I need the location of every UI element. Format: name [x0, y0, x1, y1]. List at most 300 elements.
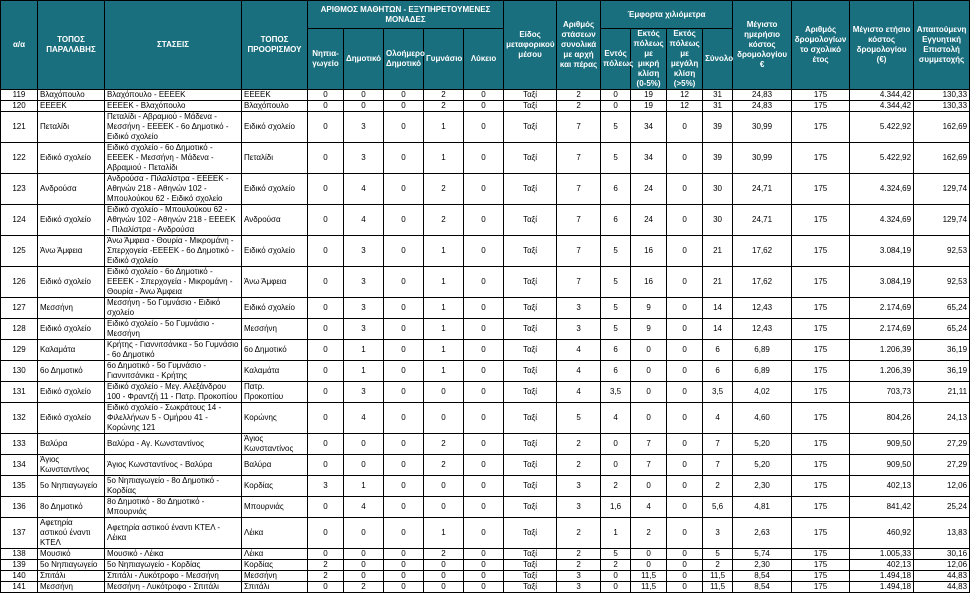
cell-synolo: 39 [703, 143, 733, 174]
cell-paralavi: Ειδικό σχολείο [38, 205, 105, 236]
cell-megali: 0 [667, 340, 703, 361]
cell-dim: 0 [344, 549, 384, 560]
cell-dim: 1 [344, 361, 384, 382]
cell-proorismos: Λέικα [242, 549, 308, 560]
cell-entos: 4 [601, 403, 631, 434]
cell-lyk: 0 [464, 101, 504, 112]
cell-mikri: 16 [631, 267, 667, 298]
cell-synolo: 2 [703, 560, 733, 571]
cell-imer: 4,60 [733, 403, 792, 434]
cell-staseis: Άνω Άμφεια - Θουρία - Μικρομάνη - Σπερχογεία -ΕΕΕΕΚ - 6ο Δημοτικό - Ειδικό σχολείο [105, 236, 242, 267]
cell-paralavi: Βλαχόπουλο [38, 90, 105, 101]
table-row [1, 518, 970, 549]
cell-synolo: 39 [703, 112, 733, 143]
cell-megali: 0 [667, 497, 703, 518]
table-body [1, 90, 970, 593]
cell-paralavi: Ειδικό σχολείο [38, 319, 105, 340]
header-entos: Εντός πόλεως [601, 29, 631, 90]
cell-stas: 3 [557, 571, 601, 582]
cell-lyk: 0 [464, 267, 504, 298]
cell-aa: 137 [1, 518, 38, 549]
cell-staseis: Ανδρούσα - Πιλαλίστρα - ΕΕΕΕΚ - Αθηνών 218 - Αθηνών 102 - Μπουλούκου 62 - Ειδικό σχολείο [105, 174, 242, 205]
table-row [1, 382, 970, 403]
table-row [1, 267, 970, 298]
cell-proorismos: Κορδίας [242, 476, 308, 497]
cell-imer: 2,30 [733, 476, 792, 497]
cell-mikri: 9 [631, 319, 667, 340]
table-row [1, 497, 970, 518]
table-row [1, 90, 970, 101]
cell-imer: 17,62 [733, 236, 792, 267]
cell-etis: 3.084,19 [850, 267, 914, 298]
cell-mikri: 7 [631, 455, 667, 476]
cell-gym: 1 [424, 143, 464, 174]
cell-lyk: 0 [464, 236, 504, 267]
cell-stas: 2 [557, 560, 601, 571]
cell-lyk: 0 [464, 403, 504, 434]
cell-aa: 133 [1, 434, 38, 455]
cell-proorismos: Άγιος Κωνσταντίνος [242, 434, 308, 455]
cell-entos: 1,6 [601, 497, 631, 518]
cell-entos: 0 [601, 434, 631, 455]
cell-egg: 24,13 [914, 403, 970, 434]
cell-proorismos: Ειδικό σχολείο [242, 298, 308, 319]
cell-dromol: 175 [792, 361, 850, 382]
cell-nip: 0 [308, 403, 344, 434]
cell-entos: 2 [601, 476, 631, 497]
cell-proorismos: Ειδικό σχολείο [242, 236, 308, 267]
cell-stas: 3 [557, 497, 601, 518]
cell-aa: 126 [1, 267, 38, 298]
cell-dim: 0 [344, 518, 384, 549]
table-row [1, 560, 970, 571]
table-row [1, 143, 970, 174]
header-eggyitiki: Απαιτούμενη Εγγυητική Επιστολή συμμετοχής [914, 1, 970, 90]
cell-paralavi: Άνω Άμφεια [38, 236, 105, 267]
cell-egg: 44,83 [914, 582, 970, 593]
cell-nip: 0 [308, 143, 344, 174]
cell-aa: 135 [1, 476, 38, 497]
cell-lyk: 0 [464, 340, 504, 361]
cell-dim: 1 [344, 340, 384, 361]
cell-staseis: Ειδικό σχολείο - 6ο Δημοτικό - ΕΕΕΕΚ - Σπερχογεία - Μικρομάνη - Θουρία - Άνω Άμφεια [105, 267, 242, 298]
cell-imer: 24,83 [733, 90, 792, 101]
cell-dromol: 175 [792, 455, 850, 476]
cell-dim: 0 [344, 434, 384, 455]
cell-paralavi: Ειδικό σχολείο [38, 143, 105, 174]
cell-megali: 12 [667, 90, 703, 101]
cell-staseis: ΕΕΕΕΚ - Βλαχόπουλο [105, 101, 242, 112]
cell-staseis: Κρήτης - Γιαννιτσάνικα - 5ο Γυμνάσιο - 6ο Δημοτικό [105, 340, 242, 361]
cell-mikri: 0 [631, 549, 667, 560]
cell-aa: 122 [1, 143, 38, 174]
cell-egg: 12,06 [914, 560, 970, 571]
cell-egg: 130,33 [914, 101, 970, 112]
cell-gym: 1 [424, 518, 464, 549]
cell-mikri: 9 [631, 298, 667, 319]
cell-paralavi: 5ο Νηπιαγωγείο [38, 476, 105, 497]
cell-gym: 1 [424, 236, 464, 267]
cell-proorismos: Σπιτάλι [242, 582, 308, 593]
cell-lyk: 0 [464, 476, 504, 497]
cell-dromol: 175 [792, 549, 850, 560]
cell-megali: 0 [667, 434, 703, 455]
cell-egg: 130,33 [914, 90, 970, 101]
header-students-group: ΑΡΙΘΜΟΣ ΜΑΘΗΤΩΝ - ΕΞΥΠΗΡΕΤΟΥΜΕΝΕΣ ΜΟΝΑΔΕΣ [308, 1, 504, 29]
cell-imer: 17,62 [733, 267, 792, 298]
cell-gym: 1 [424, 298, 464, 319]
cell-olo: 0 [384, 319, 424, 340]
cell-megali: 0 [667, 382, 703, 403]
cell-nip: 0 [308, 101, 344, 112]
cell-egg: 27,29 [914, 455, 970, 476]
cell-proorismos: Κορδίας [242, 560, 308, 571]
cell-stas: 2 [557, 518, 601, 549]
cell-entos: 5 [601, 143, 631, 174]
header-arithmos-dromologion: Αριθμός δρομολογίων το σχολικό έτος [792, 1, 850, 90]
cell-olo: 0 [384, 298, 424, 319]
cell-paralavi: Ειδικό σχολείο [38, 403, 105, 434]
cell-nip: 0 [308, 582, 344, 593]
table-row [1, 298, 970, 319]
cell-lyk: 0 [464, 143, 504, 174]
cell-lyk: 0 [464, 549, 504, 560]
cell-synolo: 31 [703, 90, 733, 101]
cell-meso: Ταξί [504, 340, 557, 361]
cell-olo: 0 [384, 205, 424, 236]
cell-paralavi: Βαλύρα [38, 434, 105, 455]
cell-paralavi: Καλαμάτα [38, 340, 105, 361]
cell-olo: 0 [384, 267, 424, 298]
cell-stas: 7 [557, 267, 601, 298]
cell-nip: 0 [308, 236, 344, 267]
cell-megali: 0 [667, 518, 703, 549]
table-row [1, 434, 970, 455]
header-megisto-imerisio: Μέγιστο ημερήσιο κόστος δρομολογίου € [733, 1, 792, 90]
cell-proorismos: ΕΕΕΕΚ [242, 90, 308, 101]
cell-mikri: 0 [631, 361, 667, 382]
cell-meso: Ταξί [504, 382, 557, 403]
cell-paralavi: Πεταλίδι [38, 112, 105, 143]
cell-staseis: Αφετηρία αστικού έναντι ΚΤΕΛ - Λέικα [105, 518, 242, 549]
cell-aa: 120 [1, 101, 38, 112]
cell-staseis: Πεταλίδι - Αβραμιού - Μάδενα - Μεσσήνη - ΕΕΕΕΚ - 6ο Δημοτικό - Ειδικό σχολείο [105, 112, 242, 143]
cell-olo: 0 [384, 549, 424, 560]
cell-etis: 4.344,42 [850, 90, 914, 101]
cell-mikri: 0 [631, 560, 667, 571]
cell-proorismos: Πεταλίδι [242, 143, 308, 174]
cell-proorismos: Βλαχόπουλο [242, 101, 308, 112]
cell-synolo: 21 [703, 267, 733, 298]
cell-megali: 0 [667, 549, 703, 560]
cell-aa: 124 [1, 205, 38, 236]
cell-egg: 25,24 [914, 497, 970, 518]
cell-staseis: 6ο Δημοτικό - 5ο Γυμνάσιο - Γιαννιτσάνικα - Κρήτης [105, 361, 242, 382]
cell-imer: 6,89 [733, 340, 792, 361]
cell-imer: 8,54 [733, 571, 792, 582]
cell-etis: 1.206,39 [850, 340, 914, 361]
cell-aa: 127 [1, 298, 38, 319]
cell-mikri: 11,5 [631, 571, 667, 582]
cell-egg: 21,11 [914, 382, 970, 403]
cell-dim: 4 [344, 205, 384, 236]
cell-olo: 0 [384, 403, 424, 434]
cell-dim: 3 [344, 112, 384, 143]
cell-egg: 36,19 [914, 340, 970, 361]
cell-proorismos: Μπουρνιάς [242, 497, 308, 518]
cell-megali: 0 [667, 205, 703, 236]
header-gymnasio: Γυμνάσιο [424, 29, 464, 90]
cell-nip: 0 [308, 298, 344, 319]
cell-dim: 3 [344, 236, 384, 267]
cell-proorismos: Πατρ. Προκοπίου [242, 382, 308, 403]
cell-nip: 0 [308, 518, 344, 549]
header-megisto-etisio: Μέγιστο ετήσιο κόστος δρομολογίου (€) [850, 1, 914, 90]
cell-lyk: 0 [464, 455, 504, 476]
cell-paralavi: Μουσικό [38, 549, 105, 560]
cell-olo: 0 [384, 90, 424, 101]
cell-synolo: 21 [703, 236, 733, 267]
cell-nip: 0 [308, 90, 344, 101]
cell-dromol: 175 [792, 112, 850, 143]
cell-synolo: 14 [703, 298, 733, 319]
header-staseis: ΣΤΑΣΕΙΣ [105, 1, 242, 90]
cell-paralavi: Άγιος Κωνσταντίνος [38, 455, 105, 476]
cell-gym: 2 [424, 174, 464, 205]
cell-proorismos: Άνω Άμφεια [242, 267, 308, 298]
cell-synolo: 6 [703, 361, 733, 382]
cell-dromol: 175 [792, 518, 850, 549]
header-km-group: Έμφορτα χιλιόμετρα [601, 1, 733, 29]
cell-meso: Ταξί [504, 298, 557, 319]
cell-paralavi: Ανδρούσα [38, 174, 105, 205]
cell-proorismos: Ανδρούσα [242, 205, 308, 236]
cell-olo: 0 [384, 497, 424, 518]
cell-aa: 140 [1, 571, 38, 582]
cell-megali: 0 [667, 319, 703, 340]
cell-nip: 0 [308, 434, 344, 455]
header-ektos-megali: Εκτός πόλεως με μεγάλη κλίση (>5%) [667, 29, 703, 90]
cell-dromol: 175 [792, 319, 850, 340]
cell-stas: 7 [557, 236, 601, 267]
header-nipiagogeio: Νηπια-γωγείο [308, 29, 344, 90]
table-row [1, 340, 970, 361]
header-topos-paralavis: ΤΟΠΟΣ ΠΑΡΑΛΑΒΗΣ [38, 1, 105, 90]
cell-olo: 0 [384, 455, 424, 476]
cell-gym: 2 [424, 101, 464, 112]
cell-paralavi: Μεσσήνη [38, 298, 105, 319]
cell-meso: Ταξί [504, 476, 557, 497]
cell-synolo: 11,5 [703, 571, 733, 582]
cell-egg: 13,83 [914, 518, 970, 549]
cell-megali: 0 [667, 236, 703, 267]
cell-dim: 3 [344, 267, 384, 298]
cell-dromol: 175 [792, 434, 850, 455]
header-ektos-mikri: Εκτός πόλεως με μικρή κλίση (0-5%) [631, 29, 667, 90]
cell-mikri: 11,5 [631, 582, 667, 593]
cell-entos: 6 [601, 174, 631, 205]
cell-aa: 136 [1, 497, 38, 518]
cell-meso: Ταξί [504, 571, 557, 582]
cell-lyk: 0 [464, 361, 504, 382]
cell-lyk: 0 [464, 382, 504, 403]
cell-staseis: Σπιτάλι - Λυκότροφο - Μεσσήνη [105, 571, 242, 582]
cell-aa: 141 [1, 582, 38, 593]
cell-staseis: Ειδικό σχολείο - 5ο Γυμνάσιο - Μεσσήνη [105, 319, 242, 340]
header-eidos-mesou: Είδος μεταφορικού μέσου [504, 1, 557, 90]
cell-egg: 12,06 [914, 476, 970, 497]
table-row [1, 236, 970, 267]
cell-olo: 0 [384, 518, 424, 549]
header-arithmos-staseon: Αριθμός στάσεων συνολικά με αρχή και πέρας [557, 1, 601, 90]
cell-lyk: 0 [464, 112, 504, 143]
cell-synolo: 6 [703, 340, 733, 361]
cell-imer: 8,54 [733, 582, 792, 593]
cell-stas: 3 [557, 298, 601, 319]
cell-synolo: 30 [703, 205, 733, 236]
cell-mikri: 16 [631, 236, 667, 267]
cell-nip: 0 [308, 340, 344, 361]
header-oloimero: Ολοήμερο Δημοτικό [384, 29, 424, 90]
cell-paralavi: Ειδικό σχολείο [38, 267, 105, 298]
cell-stas: 3 [557, 476, 601, 497]
cell-megali: 0 [667, 143, 703, 174]
cell-paralavi: Μεσσήνη [38, 582, 105, 593]
cell-megali: 0 [667, 476, 703, 497]
cell-etis: 841,42 [850, 497, 914, 518]
cell-proorismos: Βαλύρα [242, 455, 308, 476]
cell-mikri: 34 [631, 143, 667, 174]
cell-etis: 402,13 [850, 560, 914, 571]
cell-nip: 2 [308, 571, 344, 582]
cell-lyk: 0 [464, 90, 504, 101]
cell-meso: Ταξί [504, 101, 557, 112]
cell-dim: 4 [344, 174, 384, 205]
cell-entos: 2 [601, 560, 631, 571]
cell-aa: 119 [1, 90, 38, 101]
cell-megali: 0 [667, 582, 703, 593]
cell-imer: 24,71 [733, 174, 792, 205]
cell-gym: 0 [424, 497, 464, 518]
cell-dim: 4 [344, 497, 384, 518]
cell-paralavi: ΕΕΕΕΚ [38, 101, 105, 112]
cell-staseis: Ειδικό σχολείο - Μεγ. Αλεξάνδρου 100 - Φραντζή 11 - Πατρ. Προκοπίου [105, 382, 242, 403]
cell-gym: 1 [424, 340, 464, 361]
cell-synolo: 31 [703, 101, 733, 112]
cell-mikri: 0 [631, 476, 667, 497]
cell-aa: 121 [1, 112, 38, 143]
cell-mikri: 0 [631, 382, 667, 403]
cell-meso: Ταξί [504, 497, 557, 518]
cell-dim: 3 [344, 298, 384, 319]
header-synolo: Σύνολο [703, 29, 733, 90]
cell-megali: 0 [667, 403, 703, 434]
cell-entos: 5 [601, 319, 631, 340]
cell-gym: 0 [424, 560, 464, 571]
cell-meso: Ταξί [504, 549, 557, 560]
cell-egg: 30,16 [914, 549, 970, 560]
cell-staseis: Ειδικό σχολείο - Μπουλούκου 62 - Αθηνών 102 - Αθηνών 218 - ΕΕΕΕΚ - Πιλαλίστρα - Ανδρούσα [105, 205, 242, 236]
cell-entos: 5 [601, 236, 631, 267]
cell-egg: 65,24 [914, 319, 970, 340]
cell-paralavi: 5ο Νηπιαγωγείο [38, 560, 105, 571]
cell-dromol: 175 [792, 236, 850, 267]
cell-aa: 134 [1, 455, 38, 476]
cell-nip: 0 [308, 112, 344, 143]
cell-olo: 0 [384, 571, 424, 582]
cell-stas: 2 [557, 549, 601, 560]
cell-imer: 2,63 [733, 518, 792, 549]
cell-synolo: 5 [703, 549, 733, 560]
cell-gym: 2 [424, 549, 464, 560]
cell-meso: Ταξί [504, 143, 557, 174]
cell-mikri: 0 [631, 403, 667, 434]
cell-etis: 909,50 [850, 434, 914, 455]
table-row [1, 101, 970, 112]
cell-staseis: Μουσικό - Λέικα [105, 549, 242, 560]
cell-meso: Ταξί [504, 403, 557, 434]
cell-etis: 2.174,69 [850, 298, 914, 319]
cell-lyk: 0 [464, 497, 504, 518]
cell-etis: 402,13 [850, 476, 914, 497]
cell-olo: 0 [384, 361, 424, 382]
cell-etis: 1.005,33 [850, 549, 914, 560]
cell-aa: 131 [1, 382, 38, 403]
cell-nip: 0 [308, 497, 344, 518]
cell-lyk: 0 [464, 582, 504, 593]
cell-gym: 2 [424, 205, 464, 236]
cell-aa: 128 [1, 319, 38, 340]
cell-entos: 3,5 [601, 382, 631, 403]
cell-meso: Ταξί [504, 267, 557, 298]
cell-staseis: Ειδικό σχολείο - 6ο Δημοτικό - ΕΕΕΕΚ - Μεσσήνη - Μάδενα - Αβραμιού - Πεταλίδι [105, 143, 242, 174]
cell-imer: 12,43 [733, 298, 792, 319]
cell-imer: 30,99 [733, 112, 792, 143]
cell-aa: 139 [1, 560, 38, 571]
cell-staseis: 5ο Νηπιαγωγείο - 8ο Δημοτικό - Κορδίας [105, 476, 242, 497]
cell-imer: 5,20 [733, 434, 792, 455]
cell-mikri: 24 [631, 205, 667, 236]
cell-staseis: Ειδικό σχολείο - Σωκράτους 14 - Φιλελλήνων 5 - Ομήρου 41 - Κορώνης 121 [105, 403, 242, 434]
cell-etis: 4.324,69 [850, 174, 914, 205]
cell-dromol: 175 [792, 143, 850, 174]
cell-aa: 138 [1, 549, 38, 560]
cell-egg: 162,69 [914, 112, 970, 143]
cell-entos: 5 [601, 267, 631, 298]
cell-entos: 6 [601, 340, 631, 361]
cell-entos: 0 [601, 582, 631, 593]
cell-imer: 24,71 [733, 205, 792, 236]
cell-entos: 6 [601, 205, 631, 236]
cell-imer: 2,30 [733, 560, 792, 571]
cell-proorismos: 6ο Δημοτικό [242, 340, 308, 361]
cell-proorismos: Λέικα [242, 518, 308, 549]
cell-staseis: 8ο Δημοτικό - 8ο Δημοτικό - Μπουρνιάς [105, 497, 242, 518]
cell-stas: 7 [557, 205, 601, 236]
cell-stas: 2 [557, 101, 601, 112]
cell-nip: 0 [308, 549, 344, 560]
cell-meso: Ταξί [504, 205, 557, 236]
cell-megali: 0 [667, 361, 703, 382]
cell-aa: 130 [1, 361, 38, 382]
cell-egg: 129,74 [914, 205, 970, 236]
cell-paralavi: Σπιτάλι [38, 571, 105, 582]
cell-etis: 5.422,92 [850, 112, 914, 143]
cell-dim: 3 [344, 143, 384, 174]
cell-megali: 0 [667, 174, 703, 205]
cell-imer: 30,99 [733, 143, 792, 174]
cell-dromol: 175 [792, 403, 850, 434]
